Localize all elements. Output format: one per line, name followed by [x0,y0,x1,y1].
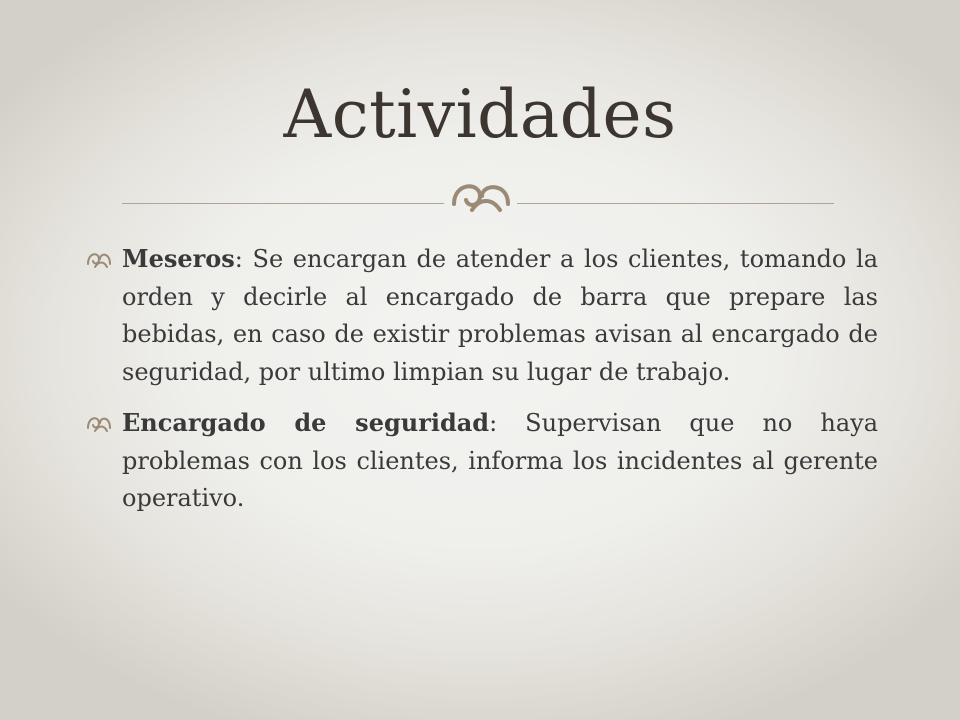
bullet-text: : Se encargan de atender a los clientes, tomando la orden y decirle al encargado de barra que prepare las bebidas, en caso de existir problemas avisan al encargado de seguridad, por ultimo limpian su lugar de trabajo. [122,245,878,386]
title-divider-left [122,203,444,204]
bullet-list [86,240,878,531]
bullet-item [86,240,878,391]
ornament-swirl-icon [86,249,112,269]
bullet-item [86,404,878,518]
ornament-swirl-icon [86,413,112,433]
ornament-swirl-icon [446,176,516,216]
bullet-term: Encargado de seguridad [122,408,490,437]
slide-title: Actividades [283,76,677,153]
bullet-text: : Supervisan que no haya problemas con los clientes, informa los incidentes al gerente operativo. [122,409,878,512]
title-divider-right [517,203,834,204]
bullet-term: Meseros [122,244,235,273]
